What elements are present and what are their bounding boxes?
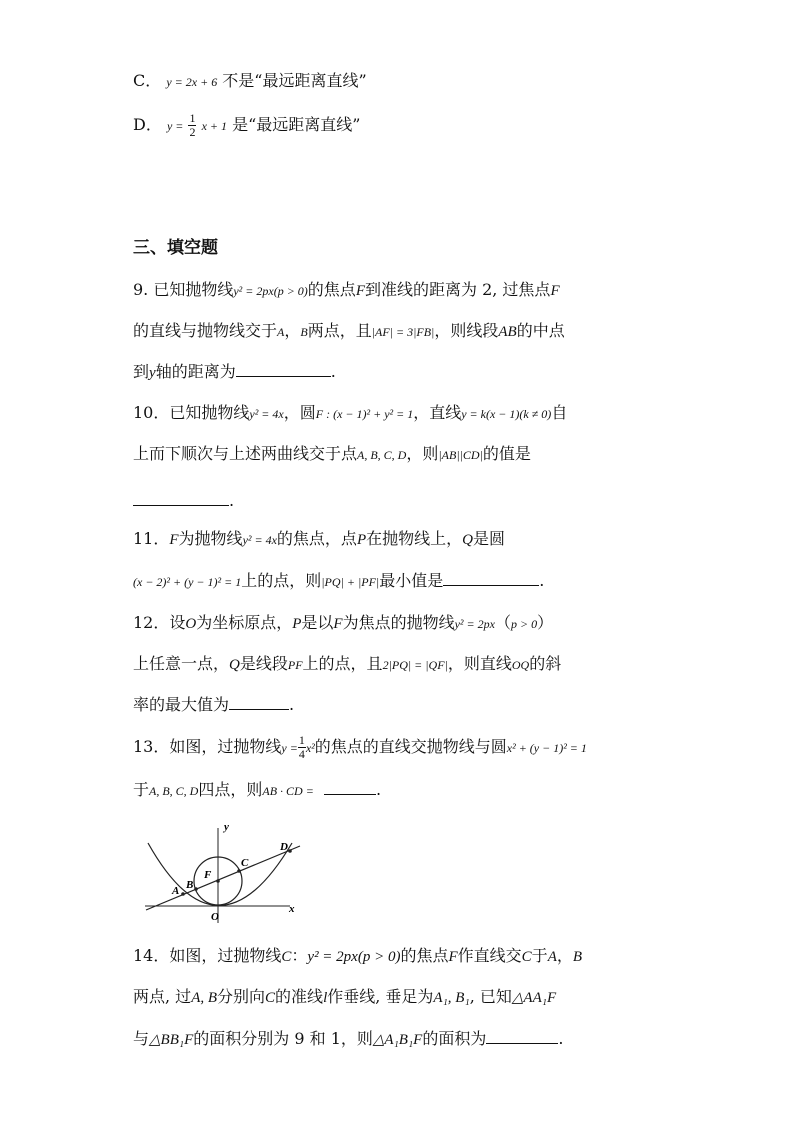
point-f bbox=[216, 879, 220, 883]
text: 轴的距离为 bbox=[155, 362, 236, 381]
text: 到准线的距离为 2, 过焦点 bbox=[364, 280, 551, 299]
math: x² bbox=[305, 741, 315, 755]
q14-line2 bbox=[133, 986, 556, 1009]
math: F bbox=[448, 949, 458, 965]
q9-line3 bbox=[133, 361, 336, 384]
text: . bbox=[330, 362, 336, 381]
text: 在抛物线上， bbox=[366, 529, 463, 548]
q14-line3 bbox=[133, 1028, 563, 1051]
text: （ bbox=[494, 613, 511, 632]
text: 为坐标原点， bbox=[196, 613, 293, 632]
text: . bbox=[375, 780, 382, 799]
math: p > 0 bbox=[510, 617, 538, 631]
math: C bbox=[265, 990, 276, 1006]
q10-line2 bbox=[133, 443, 531, 466]
label-x: x bbox=[289, 903, 295, 915]
math: A, B, C, D bbox=[149, 784, 199, 798]
q12-line3 bbox=[133, 694, 294, 716]
option-label: D． bbox=[133, 115, 162, 134]
math: y = 2x + 6 bbox=[166, 75, 218, 89]
point-b bbox=[194, 887, 198, 891]
text: 两点, 过 bbox=[133, 987, 192, 1006]
text: 的直线与抛物线交于 bbox=[133, 321, 278, 340]
math: P bbox=[292, 616, 302, 632]
focal-line bbox=[146, 846, 300, 910]
math: x + 1 bbox=[201, 119, 227, 133]
text: 自 bbox=[551, 403, 568, 422]
math: A, B, C, D bbox=[357, 448, 407, 462]
option-text: 是“最远距离直线” bbox=[232, 115, 361, 134]
math: F : (x − 1)² + y² = 1 bbox=[315, 407, 414, 421]
text: ，则 bbox=[406, 444, 439, 463]
answer-blank[interactable] bbox=[133, 491, 229, 506]
text: 上的点，则 bbox=[241, 571, 322, 590]
q10-line1 bbox=[133, 402, 567, 425]
text: ： bbox=[291, 946, 308, 965]
point-c bbox=[237, 869, 241, 873]
math: y² = 4x bbox=[249, 407, 284, 421]
label-f: F bbox=[204, 869, 212, 881]
label-y: y bbox=[224, 821, 229, 833]
text: 的焦点，点 bbox=[276, 529, 357, 548]
label-b: B bbox=[186, 879, 194, 891]
denominator: 2 bbox=[189, 125, 196, 139]
label-c: C bbox=[241, 857, 249, 869]
math: Q bbox=[462, 532, 473, 548]
math: y² = 2px(p > 0) bbox=[307, 949, 401, 965]
math: C bbox=[281, 949, 292, 965]
math: OQ bbox=[511, 658, 530, 672]
numerator: 1 bbox=[189, 111, 196, 125]
math: y = bbox=[281, 741, 298, 755]
answer-blank[interactable] bbox=[324, 780, 376, 795]
text: 四点，则 bbox=[198, 780, 263, 799]
text: ，则直线 bbox=[447, 654, 512, 673]
parabola bbox=[148, 843, 292, 906]
math: AB · CD = bbox=[262, 784, 314, 798]
text: 9. 已知抛物线 bbox=[133, 280, 234, 299]
math: △AA₁F bbox=[511, 990, 557, 1006]
answer-blank[interactable] bbox=[236, 362, 331, 377]
text: 为焦点的抛物线 bbox=[342, 613, 455, 632]
q9-line2 bbox=[133, 320, 565, 343]
section-title: 三、填空题 bbox=[133, 238, 218, 258]
text: 两点，且 bbox=[307, 321, 372, 340]
math: B bbox=[572, 949, 583, 965]
text: 11． bbox=[133, 529, 170, 548]
math: △BB₁F bbox=[149, 1032, 194, 1048]
math: 2|PQ| = |QF| bbox=[382, 658, 448, 672]
text: 于 bbox=[531, 946, 548, 965]
q12-line2 bbox=[133, 653, 561, 676]
text: 的面积为 bbox=[422, 1029, 487, 1048]
text: 13．如图，过抛物线 bbox=[133, 737, 282, 756]
q12-line1 bbox=[133, 612, 553, 635]
math: F bbox=[355, 283, 365, 299]
math: |AB||CD| bbox=[438, 448, 483, 462]
text: 的中点 bbox=[516, 321, 565, 340]
text: 的焦点的直线交抛物线与圆 bbox=[314, 737, 507, 756]
text: 是圆 bbox=[472, 529, 505, 548]
label-a: A bbox=[172, 885, 180, 897]
text: . bbox=[289, 695, 295, 714]
math: y = bbox=[166, 119, 184, 133]
math: y = k(x − 1)(k ≠ 0) bbox=[461, 407, 552, 421]
text: ，圆 bbox=[283, 403, 316, 422]
text: 10．已知抛物线 bbox=[133, 403, 250, 422]
math: (x − 2)² + (y − 1)² = 1 bbox=[133, 575, 242, 589]
text: 14．如图，过抛物线 bbox=[133, 946, 282, 965]
math: F bbox=[550, 283, 560, 299]
text: 率的最大值为 bbox=[133, 695, 230, 714]
q10-line3 bbox=[133, 490, 234, 512]
text: 12．设 bbox=[133, 613, 186, 632]
math: P bbox=[356, 532, 367, 548]
text: ） bbox=[537, 613, 554, 632]
math: △A₁B₁F bbox=[372, 1032, 423, 1048]
text: 的焦点 bbox=[400, 946, 449, 965]
math: y² = 4x bbox=[242, 533, 277, 547]
math: C bbox=[521, 949, 532, 965]
text: 的准线 bbox=[275, 987, 324, 1006]
text: 上而下顺次与上述两曲线交于点 bbox=[133, 444, 358, 463]
option-text: 不是“最远距离直线” bbox=[222, 71, 367, 90]
text: 最小值是 bbox=[379, 571, 444, 590]
answer-blank[interactable] bbox=[486, 1029, 558, 1044]
text: 到 bbox=[133, 362, 150, 381]
math: A, B bbox=[191, 990, 218, 1006]
option-label: C． bbox=[133, 71, 162, 90]
math: A bbox=[277, 325, 285, 339]
option-d bbox=[133, 110, 360, 141]
point-d bbox=[288, 849, 292, 853]
math: F bbox=[169, 532, 179, 548]
math: |AF| = 3|FB| bbox=[371, 325, 435, 339]
q13-line1 bbox=[133, 732, 587, 763]
text: 作垂线, 垂足为 bbox=[327, 987, 434, 1006]
math: B bbox=[300, 325, 308, 339]
option-c bbox=[133, 70, 367, 93]
math: A₁, B₁ bbox=[433, 990, 470, 1006]
math: O bbox=[185, 616, 197, 632]
math: x² + (y − 1)² = 1 bbox=[506, 741, 587, 755]
text: 的面积分别为 9 和 1，则 bbox=[193, 1029, 373, 1048]
text: 上任意一点， bbox=[133, 654, 230, 673]
math: A bbox=[547, 949, 557, 965]
math: y bbox=[149, 365, 156, 381]
text: 于 bbox=[133, 780, 150, 799]
answer-blank[interactable] bbox=[229, 695, 289, 710]
math: Q bbox=[229, 657, 240, 673]
math: y² = 2px bbox=[454, 617, 495, 631]
q13-line2 bbox=[133, 779, 381, 802]
numerator: 1 bbox=[298, 733, 305, 747]
text: . bbox=[539, 571, 545, 590]
text: 为抛物线 bbox=[178, 529, 243, 548]
text: . bbox=[229, 491, 235, 510]
text: , 已知 bbox=[469, 987, 512, 1006]
math: l bbox=[323, 990, 328, 1006]
math: y² = 2px(p > 0) bbox=[233, 284, 308, 298]
text: ， bbox=[556, 946, 573, 965]
q14-line1 bbox=[133, 945, 582, 968]
q11-line2 bbox=[133, 570, 544, 593]
text: 的焦点 bbox=[307, 280, 356, 299]
text: ，直线 bbox=[413, 403, 462, 422]
point-a bbox=[181, 892, 185, 896]
q11-line1 bbox=[133, 528, 505, 551]
denominator: 4 bbox=[298, 747, 305, 761]
text: 分别向 bbox=[217, 987, 266, 1006]
text: 上的点，且 bbox=[302, 654, 383, 673]
q9-line1 bbox=[133, 279, 560, 302]
text: 是以 bbox=[301, 613, 334, 632]
text: 是线段 bbox=[239, 654, 288, 673]
math: AB bbox=[498, 324, 517, 340]
math: |PQ| + |PF| bbox=[321, 575, 380, 589]
fraction bbox=[188, 112, 196, 139]
text: ，则线段 bbox=[434, 321, 499, 340]
text: 的值是 bbox=[482, 444, 531, 463]
text: 与 bbox=[133, 1029, 150, 1048]
answer-blank[interactable] bbox=[443, 571, 539, 586]
math: F bbox=[333, 616, 343, 632]
text: ， bbox=[284, 321, 301, 340]
text: 作直线交 bbox=[457, 946, 522, 965]
fraction bbox=[298, 734, 306, 761]
parabola-circle-figure bbox=[140, 818, 310, 928]
label-o: O bbox=[211, 911, 219, 923]
label-d: D bbox=[280, 841, 288, 853]
text: . bbox=[558, 1029, 564, 1048]
math: PF bbox=[287, 658, 303, 672]
text: 的斜 bbox=[529, 654, 562, 673]
